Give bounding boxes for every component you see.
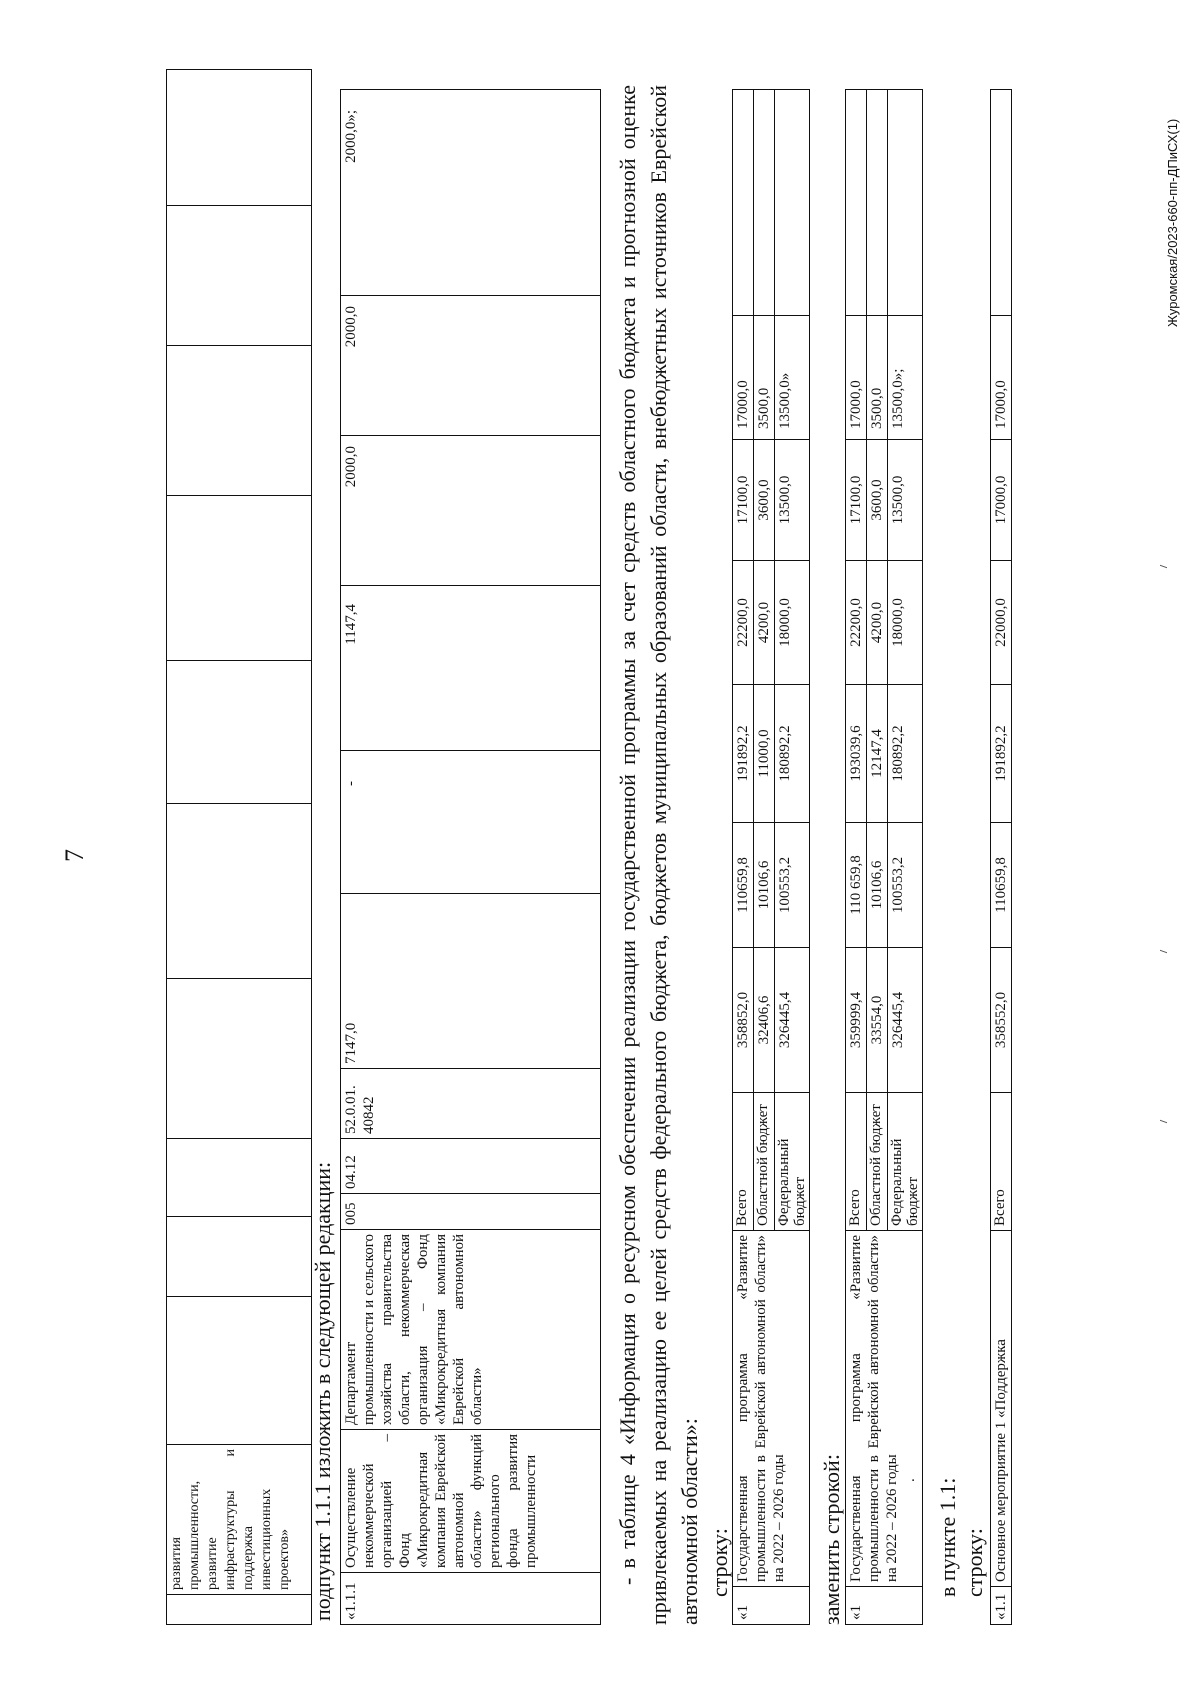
table-a-blank xyxy=(775,90,810,316)
table-a-value: 100553,2 xyxy=(775,823,810,948)
table-a-blank xyxy=(754,90,775,316)
table-a-value: 110659,8 xyxy=(733,823,754,948)
table-b-value: 4200,0 xyxy=(867,561,888,685)
page-number: 7 xyxy=(60,849,89,862)
scan-mark xyxy=(1160,560,1167,569)
table-a-value: 10106,6 xyxy=(754,823,775,948)
label-stroku-1: строку: xyxy=(707,1528,732,1597)
table-b-blank xyxy=(846,90,867,316)
table-b-value: 100553,2 xyxy=(888,823,923,948)
table-a-value: 3500,0 xyxy=(754,316,775,440)
table-b-value: 17100,0 xyxy=(846,440,867,561)
table-a-source: Федеральный бюджет xyxy=(775,1093,810,1231)
table-a-value: 326445,4 xyxy=(775,948,810,1093)
table-b-value: 18000,0 xyxy=(888,561,923,685)
top-table-continuation xyxy=(166,69,312,1625)
scan-mark xyxy=(1160,1115,1167,1124)
table-a-source: Всего xyxy=(733,1093,754,1231)
heading-subpoint-111: подпункт 1.1.1 изложить в следующей редакции: xyxy=(310,1161,335,1621)
top-num-cell xyxy=(167,1595,312,1625)
top-lead-text: развития промышленности, развитие инфраструктуры и поддержка инвестиционных проектов» xyxy=(167,1445,312,1595)
table-b-dot: . xyxy=(902,1478,918,1482)
table-b-source: Всего xyxy=(846,1093,867,1231)
table-subpoint-111 xyxy=(340,89,601,1625)
row-111-rzpr: 04.12 xyxy=(341,1139,601,1194)
row-111-value-1: 7147,0 xyxy=(341,894,601,1069)
table-c-value: 358552,0 xyxy=(991,948,1012,1093)
table-a-value: 4200,0 xyxy=(754,561,775,685)
row-111-value-3: 1147,4 xyxy=(341,586,601,751)
table-c-name-text: Основное мероприятие 1 «Поддержка xyxy=(993,1339,1009,1582)
table-a-number: «1 xyxy=(733,1587,810,1625)
table-a-source: Областной бюджет xyxy=(754,1093,775,1231)
table-b-value: 193039,6 xyxy=(846,685,867,823)
table-b-value: 3600,0 xyxy=(867,440,888,561)
table-row xyxy=(733,90,754,1625)
table-a-name xyxy=(733,1231,810,1587)
table-c-source: Всего xyxy=(991,1093,1012,1231)
table-c-value: 17000,0 xyxy=(991,316,1012,440)
table-row xyxy=(991,90,1012,1625)
table-c-value: 191892,2 xyxy=(991,685,1012,823)
table-b-blank xyxy=(867,90,888,316)
table-b-value: 10106,6 xyxy=(867,823,888,948)
table-a-value: 13500,0 xyxy=(775,440,810,561)
table-a-value: 22200,0 xyxy=(733,561,754,685)
paragraph-table-4: - в таблице 4 «Информация о ресурсном обеспечении реализации государственной программы за счет средств областного бюджета и прогнозной оценке привлекаемых на реализацию ее целей средств федерального бюджета, бюджетов муниципальных образований области, внебюджетных источников Еврейской автономной области»: xyxy=(615,85,702,1625)
table-a-value: 191892,2 xyxy=(733,685,754,823)
table-b-name-text: Государственная программа «Развитие промышленности в Еврейской автономной области» на 2022 – 2026 годы xyxy=(848,1235,900,1582)
row-111-grbs: 005 xyxy=(341,1194,601,1230)
table-a-value: 13500,0» xyxy=(775,316,810,440)
table-stroku-replacement xyxy=(845,89,923,1625)
table-a-value: 3600,0 xyxy=(754,440,775,561)
table-a-value: 180892,2 xyxy=(775,685,810,823)
table-b-name xyxy=(846,1231,923,1587)
table-a-value: 358852,0 xyxy=(733,948,754,1093)
table-a-blank xyxy=(733,90,754,316)
table-c-name xyxy=(991,1231,1012,1587)
table-c-blank xyxy=(991,90,1012,316)
table-row xyxy=(846,90,867,1625)
table-a-value: 17100,0 xyxy=(733,440,754,561)
row-111-csr: 52.0.01. 40842 xyxy=(341,1069,601,1139)
table-b-value: 33554,0 xyxy=(867,948,888,1093)
row-111-value-5: 2000,0 xyxy=(341,296,601,436)
table-a-value: 17000,0 xyxy=(733,316,754,440)
table-b-value: 326445,4 xyxy=(888,948,923,1093)
table-b-value: 3500,0 xyxy=(867,316,888,440)
table-c-value: 110659,8 xyxy=(991,823,1012,948)
label-stroku-2: строку: xyxy=(962,1528,987,1597)
table-c-value: 17000,0 xyxy=(991,440,1012,561)
table-b-number: «1 xyxy=(846,1587,923,1625)
table-a-name-text: Государственная программа «Развитие промышленности в Еврейской автономной области» на 2022 – 2026 годы xyxy=(735,1235,787,1582)
table-b-blank xyxy=(888,90,923,316)
table-b-source: Областной бюджет xyxy=(867,1093,888,1231)
row-111-value-4: 2000,0 xyxy=(341,436,601,586)
table-punkt-11 xyxy=(990,89,1012,1625)
table-b-value: 22200,0 xyxy=(846,561,867,685)
table-stroku-original xyxy=(732,89,810,1625)
row-111-responsible: Департамент промышленности и сельского хозяйства правительства области, некоммерческая организация – Фонд «Микрокредитная компания Еврейской автономной области» xyxy=(341,1230,601,1430)
document-footer-code: Журомская/2023-660-пп-ДПиСХ(1) xyxy=(1165,118,1180,327)
table-b-source: Федеральный бюджет xyxy=(888,1093,923,1231)
table-b-value: 359999,4 xyxy=(846,948,867,1093)
table-b-value: 110 659,8 xyxy=(846,823,867,948)
table-a-value: 18000,0 xyxy=(775,561,810,685)
row-111-value-2: - xyxy=(341,751,601,894)
label-zamenit: заменить строкой: xyxy=(819,1454,844,1625)
scan-mark xyxy=(1160,945,1167,954)
table-a-value: 11000,0 xyxy=(754,685,775,823)
table-c-number: «1.1 xyxy=(991,1587,1012,1625)
table-b-value: 13500,0»; xyxy=(888,316,923,440)
table-b-value: 180892,2 xyxy=(888,685,923,823)
table-c-value: 22000,0 xyxy=(991,561,1012,685)
table-b-value: 12147,4 xyxy=(867,685,888,823)
table-b-value: 17000,0 xyxy=(846,316,867,440)
table-a-value: 32406,6 xyxy=(754,948,775,1093)
label-punkt-11: в пункте 1.1: xyxy=(935,1477,960,1597)
row-111-number: «1.1.1 xyxy=(341,1573,601,1625)
row-111-name: Осуществление некоммерческой организацией – Фонд «Микрокредитная компания Еврейской автономной области» функций регионального фонда развития промышленности xyxy=(341,1430,601,1573)
table-b-value: 13500,0 xyxy=(888,440,923,561)
row-111-value-6: 2000,0»; xyxy=(341,90,601,296)
